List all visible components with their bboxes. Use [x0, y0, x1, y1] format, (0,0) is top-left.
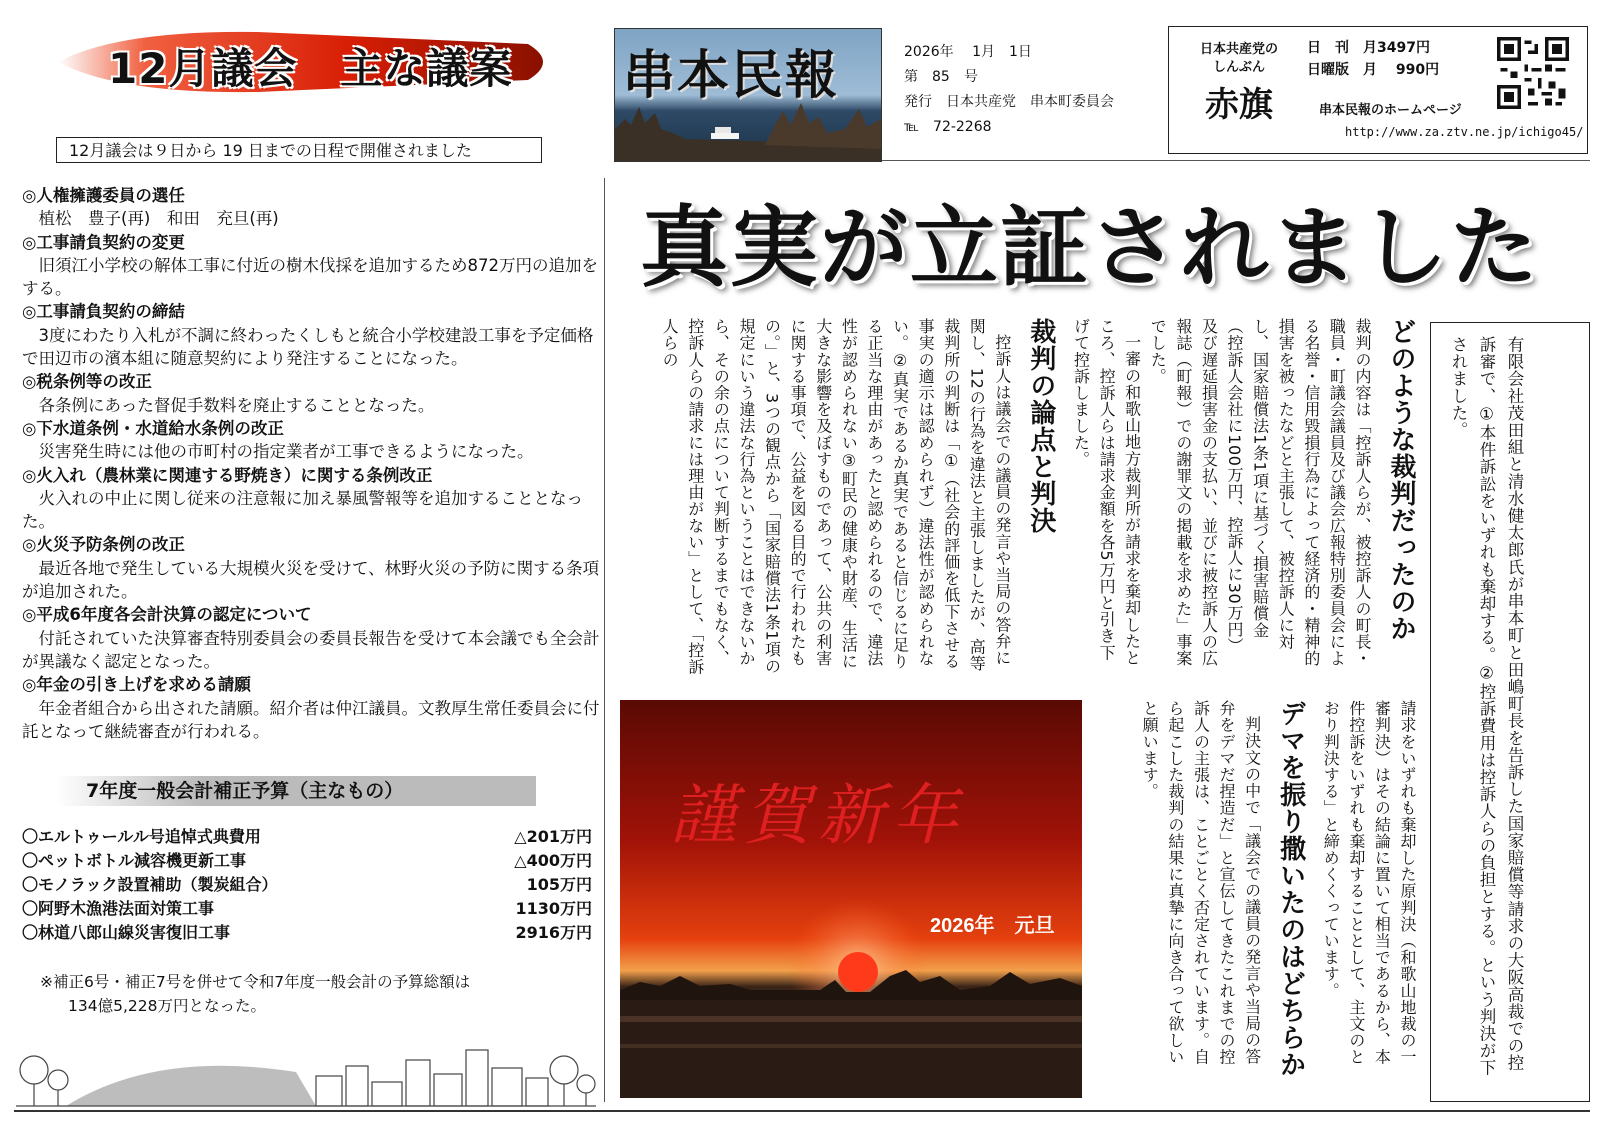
telephone: ℡ 72-2268: [904, 119, 992, 135]
item-body: 年金者組合から出された請願。紹介者は仲江議員。文教厚生常任委員会に付託となって継続審査が行われる。: [22, 698, 600, 741]
publisher: 発行 日本共産党 串本町委員会: [904, 94, 1114, 110]
subscription-prices: [1307, 37, 1439, 81]
item-title: ◎年金の引き上げを求める請願: [22, 675, 251, 695]
akahata-ad-box: [1168, 26, 1588, 154]
budget-label: 〇林道八郎山線災害復旧工事: [22, 923, 231, 942]
item-title: ◎火災予防条例の改正: [22, 535, 185, 555]
budget-note-line1: ※補正6号・補正7号を併せて令和7年度一般会計の予算総額は: [40, 973, 471, 991]
list-item: [22, 533, 600, 603]
item-title: ◎下水道条例・水道給水条例の改正: [22, 418, 284, 438]
item-body: 火入れの中止に関し従来の注意報に加え暴風警報等を追加することとなった。: [22, 488, 583, 532]
council-title-banner: [58, 22, 558, 102]
budget-title: 7年度一般会計補正予算（主なもの）: [56, 776, 536, 806]
sun: [838, 952, 878, 992]
issue-info: [904, 40, 1114, 140]
list-item: [22, 673, 600, 743]
item-title: ◎工事請負契約の締結: [22, 302, 185, 322]
section-body: 裁判の内容は「控訴人らが、被控訴人の町長・職員・町議会議員及び議会広報特別委員会による名誉・信用毀損行為によって経済的・精神的損害を被ったなどと主張して、被控訴人に対し、国家賠償法1条1項に基づく損害賠償金（控訴人会社に100万円、控訴人に30万円）及び遅延損害金の支払い、並びに被控訴人の広報誌（町報）での謝罪文の掲載を求めた」事案でした。: [1148, 318, 1372, 667]
homepage-url[interactable]: http://www.za.ztv.ne.jp/ichigo45/: [1345, 125, 1584, 139]
budget-amount: 1130万円: [515, 899, 592, 918]
list-item: [22, 370, 600, 417]
item-title: ◎工事請負契約の変更: [22, 232, 185, 252]
council-title: 12月議会 主な議案: [108, 44, 513, 93]
section-body: 判決文の中で「議会での議員の発言や当局の答弁をデマだ捏造だ」と宣伝してきたこれまでの控訴人の主張は、ことごとく否定されています。自ら起こした裁判の結果に真摯に向き合って欲しいと願います。: [1140, 700, 1262, 1066]
article-top-block: [620, 318, 1420, 688]
qr-code-icon[interactable]: [1497, 37, 1569, 109]
item-body: 旧須江小学校の解体工事に付近の樹木伐採を追加するため872万円の追加をする。: [22, 255, 598, 299]
greeting-date: 2026年 元旦: [930, 915, 1055, 937]
budget-row: [22, 825, 592, 849]
list-item: [22, 417, 600, 464]
budget-label: 〇エルトゥールル号追悼式典費用: [22, 827, 261, 846]
budget-label: 〇モノラック設置補助（製炭組合）: [22, 875, 278, 894]
item-body: 各条例にあった督促手数料を廃止することとなった。: [38, 395, 435, 415]
section-body: 請求をいずれも棄却した原判決（和歌山地裁の一審判決）はその結論に置いて相当であるから、本件控訴をいずれも棄却することとして、主文のとおり判決する」と締めくくっています。: [1321, 700, 1417, 1066]
section-heading: どのような裁判だったのか: [1386, 318, 1416, 642]
section-body: 控訴人は議会での議員の発言や当局の答弁に関し、12の行為を違法と主張しましたが、高等裁判所の判断は「①（社会的評価を低下させる事実の適示は認められず）違法性が認められない。②真実であるか真実であると信じるに足りる正当な理由があったと認められるので、違法性が認められない③町民の健康や財産、生活に大きな影響を及ぼすものであって、公共の利害に関する事項で、公益を図る目的で行われたもの。」と、3つの観点から「国家賠償法1条1項の規定にいう違法な行為ということはできないから、その余の点について判断するまでもなく、控訴人らの請求には理由がない」として、「控訴人らの: [660, 318, 1012, 676]
budget-row: [22, 921, 592, 945]
headline: 真実が立証されました: [640, 196, 1541, 299]
budget-amount: △201万円: [514, 827, 592, 846]
schedule-notice: 12月議会は９日から 19 日までの日程で開催されました: [56, 137, 542, 163]
budget-row: [22, 873, 592, 897]
akahata-pub-line1: 日本共産党の: [1199, 42, 1278, 57]
item-title: ◎税条例等の改正: [22, 372, 152, 392]
kinga-shinnen: 謹賀新年: [670, 780, 966, 853]
council-items-list: [22, 184, 600, 743]
list-item: [22, 300, 600, 370]
budget-amount: 2916万円: [515, 923, 592, 942]
item-body: 付託されていた決算審査特別委員会の委員長報告を受けて本会議でも全会計が異議なく認定となった。: [22, 628, 600, 671]
article-bottom-block: [1094, 700, 1420, 1100]
budget-label: 〇阿野木漁港法面対策工事: [22, 899, 215, 918]
paper-name: 串本民報: [623, 46, 840, 106]
item-body: 植松 豊子(再) 和田 充旦(再): [38, 209, 279, 229]
article-lead: 有限会社茂田組と清水健太郎氏が串本町と田嶋町長を告訴した国家賠償等請求の大阪高裁での控訴審で、①本件訴訟をいずれも棄却する。②控訴費用は控訴人らの負担とする。という判決が下されました。: [1449, 336, 1524, 1077]
budget-row: [22, 849, 592, 873]
budget-row: [22, 897, 592, 921]
item-body: 最近各地で発生している大規模火災を受けて、林野火災の予防に関する条項が追加された。: [22, 558, 600, 602]
section-heading: 裁判の論点と判決: [1025, 318, 1056, 534]
list-item: [22, 184, 600, 231]
sunset-photo: [620, 700, 1082, 1098]
section-heading: デマを振り撒いたのはどちらか: [1275, 700, 1306, 1078]
bottom-rule: [14, 1110, 1590, 1112]
budget-amount: △400万円: [514, 851, 592, 870]
price-sunday: 日曜版 月 990円: [1307, 62, 1440, 78]
akahata-name: 赤旗: [1205, 85, 1273, 125]
item-body: 災害発生時には他の市町村の指定業者が工事できるようになった。: [38, 442, 534, 462]
budget-label: 〇ペットボトル減容機更新工事: [22, 851, 247, 870]
homepage-label: 串本民報のホームページ: [1319, 103, 1462, 118]
akahata-pub-line2: しんぶん: [1212, 60, 1265, 75]
list-item: [22, 231, 600, 301]
issue-number: 第 85 号: [904, 69, 978, 85]
issue-date: 2026年 1月 1日: [904, 44, 1032, 60]
item-title: ◎火入れ（農林業に関連する野焼き）に関する条例改正: [22, 465, 433, 485]
list-item: [22, 603, 600, 673]
price-daily: 日 刊 月3497円: [1307, 40, 1430, 56]
item-title: ◎平成6年度各会計決算の認定について: [22, 605, 312, 625]
masthead: [614, 28, 882, 162]
town-sketch-illustration: [16, 1010, 596, 1110]
list-item: [22, 464, 600, 534]
item-title: ◎人権擁護委員の選任: [22, 186, 185, 205]
budget-amount: 105万円: [526, 875, 592, 894]
budget-list: [22, 825, 592, 945]
akahata-publisher: [1179, 41, 1299, 77]
budget-note-line2: 134億5,228万円となった。: [68, 997, 266, 1015]
item-body: 3度にわたり入札が不調に終わったくしもと統合小学校建設工事を予定価格で田辺市の濱本組に随意契約により発注することになった。: [22, 325, 594, 369]
column-divider: [604, 178, 605, 1102]
section-body: 一審の和歌山地方裁判所が請求を棄却したところ、控訴人らは請求金額を各5万円と引き下げて控訴しました。: [1071, 318, 1142, 666]
